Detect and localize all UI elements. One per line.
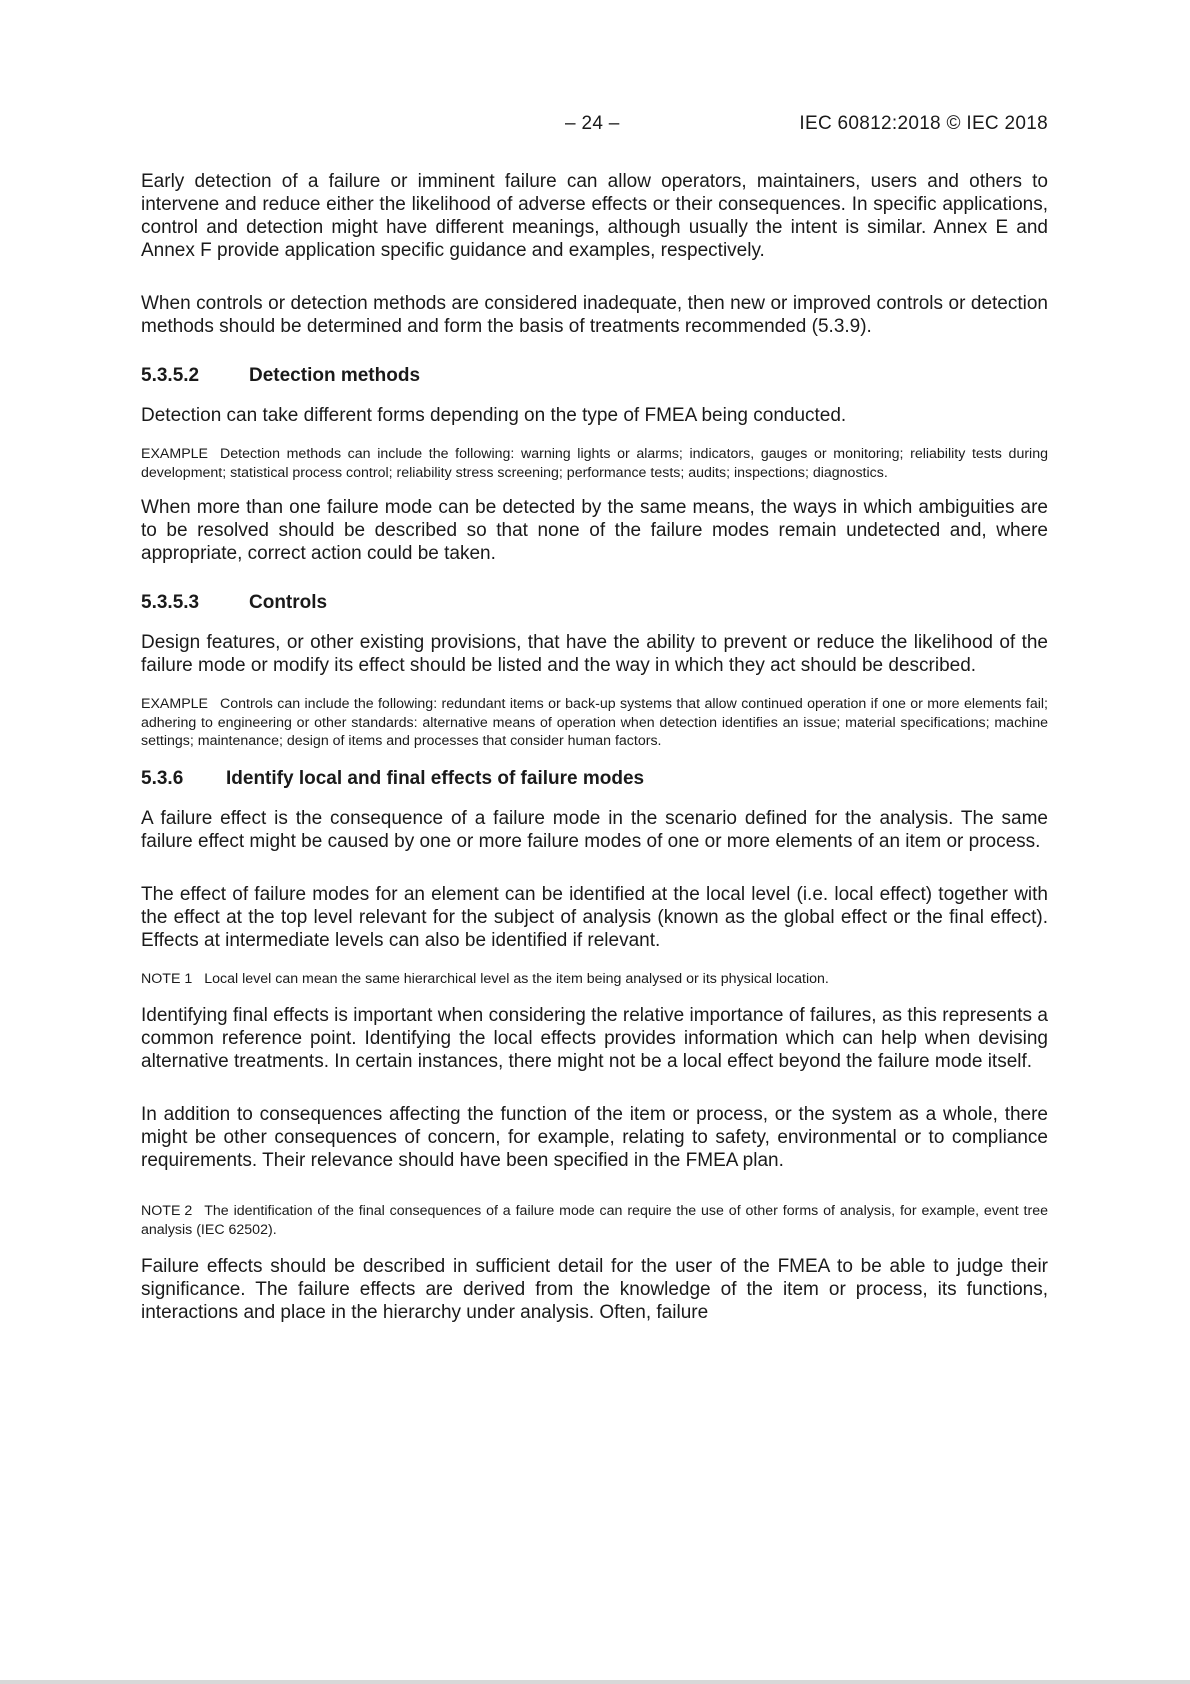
example-text: Controls can include the following: redundant items or back-up systems that allow continued operation if one or more elements fail; adhering to engineering or other standards: alternative means of operation when detection identifies an issue; material specifications; machine settings; maintenance; design of items and processes that consider human factors. xyxy=(141,696,1048,749)
note-label: NOTE 1 xyxy=(141,970,193,987)
paragraph: Failure effects should be described in sufficient detail for the user of the FMEA to be able to judge their significance. The failure effects are derived from the knowledge of the item or process, its functions, interactions and place in the hierarchy under analysis. Often, failure xyxy=(141,1256,1048,1323)
example-text: Detection methods can include the following: warning lights or alarms; indicators, gauges or monitoring; reliability tests during development; statistical process control; reliability stress screening; performance tests; audits; inspections; diagnostics. xyxy=(141,446,1048,481)
example-block xyxy=(141,445,1048,482)
note-block xyxy=(141,970,1048,989)
example-label: EXAMPLE xyxy=(141,696,209,712)
section-heading-5-3-5-2 xyxy=(141,364,1048,387)
paragraph: A failure effect is the consequence of a failure mode in the scenario defined for the analysis. The same failure effect might be caused by one or more failure modes of one or more elements of an item or process. xyxy=(141,807,1048,852)
section-heading-5-3-5-3 xyxy=(141,591,1048,614)
section-number: 5.3.6 xyxy=(141,767,184,789)
paragraph: The effect of failure modes for an element can be identified at the local level (i.e. local effect) together with the effect at the top level relevant for the subject of analysis (known as the global effect or the final effect). Effects at intermediate levels can also be identified if relevant. xyxy=(141,883,1048,951)
page-bottom-edge xyxy=(0,1680,1190,1684)
section-number: 5.3.5.2 xyxy=(141,365,200,386)
document-body xyxy=(141,170,1048,1324)
section-title: Identify local and final effects of failure modes xyxy=(226,767,645,789)
example-block xyxy=(141,695,1048,751)
document-reference: IEC 60812:2018 © IEC 2018 xyxy=(799,113,1048,134)
section-title: Detection methods xyxy=(249,365,421,386)
paragraph: Design features, or other existing provisions, that have the ability to prevent or reduce the likelihood of the failure mode or modify its effect should be listed and the way in which they act should be described. xyxy=(141,632,1048,676)
paragraph: When controls or detection methods are considered inadequate, then new or improved controls or detection methods should be determined and form the basis of treatments recommended (5.3.9). xyxy=(141,293,1048,337)
note-text: Local level can mean the same hierarchical level as the item being analysed or its physical location. xyxy=(204,970,829,987)
note-text: The identification of the final consequences of a failure mode can require the use of other forms of analysis, for example, event tree analysis (IEC 62502). xyxy=(141,1203,1048,1238)
paragraph: Identifying final effects is important when considering the relative importance of failures, as this represents a common reference point. Identifying the local effects provides information which can help when devising alternative treatments. In certain instances, there might not be a local effect beyond the failure mode itself. xyxy=(141,1005,1048,1072)
section-title: Controls xyxy=(249,592,328,613)
paragraph: In addition to consequences affecting the function of the item or process, or the system as a whole, there might be other consequences of concern, for example, relating to safety, environmental or to compliance requirements. Their relevance should have been specified in the FMEA plan. xyxy=(141,1104,1048,1171)
note-label: NOTE 2 xyxy=(141,1203,193,1219)
paragraph: Early detection of a failure or imminent failure can allow operators, maintainers, users and others to intervene and reduce either the likelihood of adverse effects or their consequences. In specific applications, control and detection might have different meanings, although usually the intent is similar. Annex E and Annex F provide application specific guidance and examples, respectively. xyxy=(141,171,1048,261)
section-heading-5-3-6 xyxy=(141,767,1048,790)
page-header xyxy=(141,113,1048,139)
note-block xyxy=(141,1202,1048,1239)
paragraph: When more than one failure mode can be detected by the same means, the ways in which ambiguities are to be resolved should be described so that none of the failure modes remain undetected and, where appropriate, correct action could be taken. xyxy=(141,497,1048,564)
paragraph: Detection can take different forms depending on the type of FMEA being conducted. xyxy=(141,405,847,426)
example-label: EXAMPLE xyxy=(141,446,209,462)
page-number: – 24 – xyxy=(565,113,620,134)
section-number: 5.3.5.3 xyxy=(141,592,200,613)
